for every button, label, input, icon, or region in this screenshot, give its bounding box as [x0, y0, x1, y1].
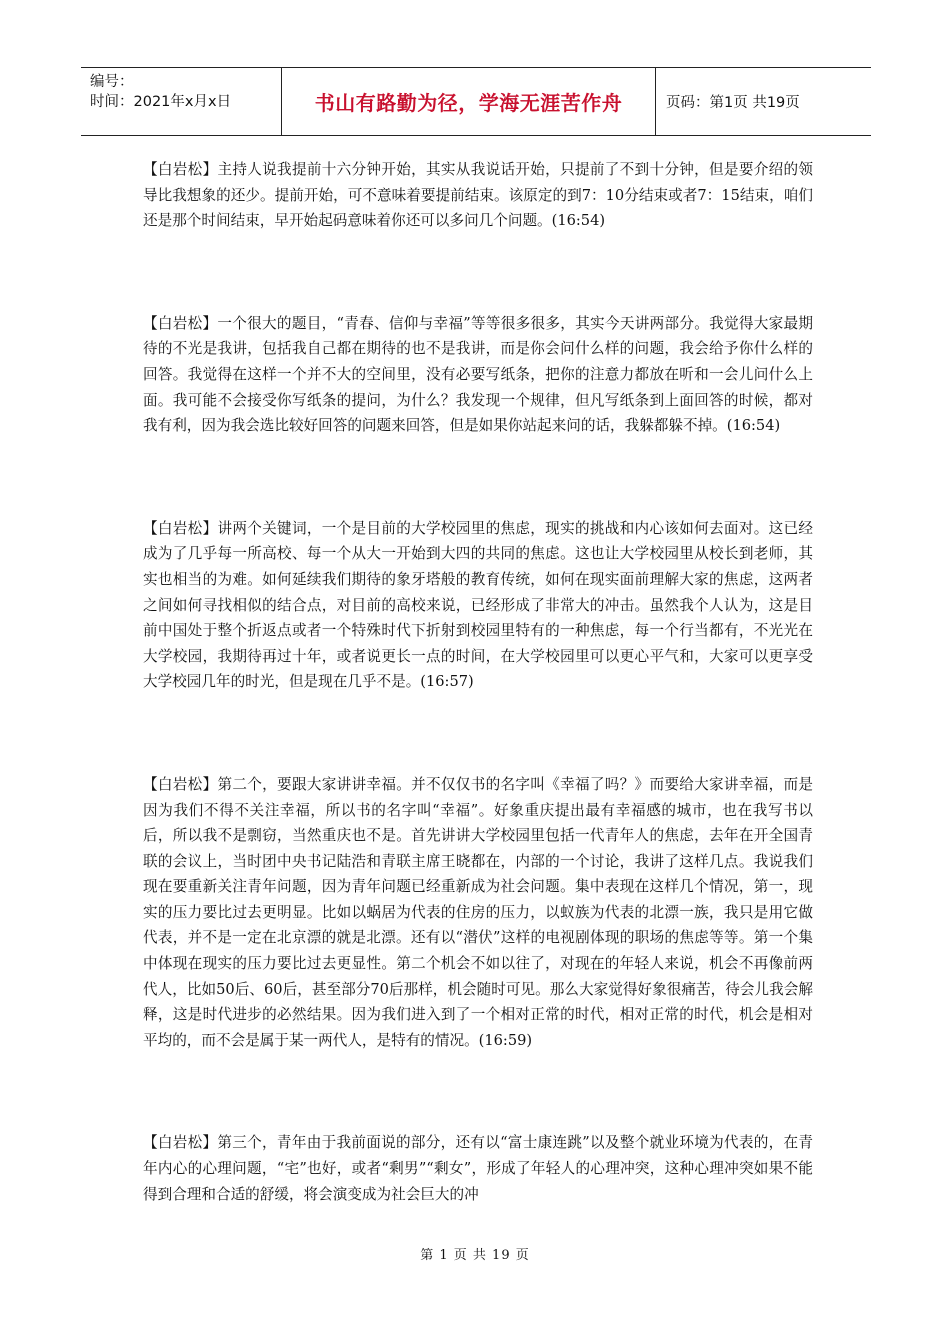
paragraph-4: 【白岩松】第二个，要跟大家讲讲幸福。并不仅仅书的名字叫《幸福了吗？》而要给大家讲幸福，而是因为我们不得不关注幸福，所以书的名字叫“幸福”。好象重庆提出最有幸福感的城市，也在我写书以后，所以我不是剽窃，当然重庆也不是。首先讲讲大学校园里包括一代青年人的焦虑，去年在开全国青联的会议上，当时团中央书记陆浩和青联主席王晓都在，内部的一个讨论，我讲了这样几点。我说我们现在要重新关注青年问题，因为青年问题已经重新成为社会问题。集中表现在这样几个情况，第一，现实的压力要比过去更明显。比如以蜗居为代表的住房的压力，以蚁族为代表的北漂一族，我只是用它做代表，并不是一定在北京漂的就是北漂。还有以“潜伏”这样的电视剧体现的职场的焦虑等等。第一个集中体现在现实的压力要比过去更显性。第二个机会不如以往了，对现在的年轻人来说，机会不再像前两代人，比如50后、60后，甚至部分70后那样，机会随时可见。那么大家觉得好象很痛苦，待会儿我会解释，这是时代进步的必然结果。因为我们进入到了一个相对正常的时代，相对正常的时代，机会是相对平均的，而不会是属于某一两代人，是特有的情况。(16:59) [143, 775, 813, 1049]
document-header [81, 67, 871, 136]
date-label: 时间：2021年x月x日 [90, 94, 232, 110]
header-page-cell [656, 68, 871, 135]
document-body [143, 157, 813, 1284]
paragraph-3: 【白岩松】讲两个关键词，一个是目前的大学校园里的焦虑，现实的挑战和内心该如何去面对。这已经成为了几乎每一所高校、每一个从大一开始到大四的共同的焦虑。这也让大学校园里从校长到老师，其实也相当的为难。如何延续我们期待的象牙塔般的教育传统，如何在现实面前理解大家的焦虑，这两者之间如何寻找相似的结合点，对目前的高校来说，已经形成了非常大的冲击。虽然我个人认为，这是目前中国处于整个折返点或者一个特殊时代下折射到校园里特有的一种焦虑，每一个行当都有，不光光在大学校园，我期待再过十年，或者说更长一点的时间，在大学校园里可以更心平气和，大家可以更享受大学校园几年的时光，但是现在几乎不是。(16:57) [143, 519, 813, 691]
header-motto-cell [282, 68, 656, 135]
serial-number-label: 编号： [90, 74, 134, 90]
motto-text: 书山有路勤为径，学海无涯苦作舟 [314, 91, 623, 115]
paragraph-5: 【白岩松】第三个，青年由于我前面说的部分，还有以“富士康连跳”以及整个就业环境为代表的，在青年内心的心理问题，“宅”也好，或者“剩男”“剩女”，形成了年轻人的心理冲突，这种心理冲突如果不能得到合理和合适的舒缓，将会演变成为社会巨大的冲 [143, 1134, 813, 1203]
page-info: 页码：第1页 共19页 [666, 95, 800, 111]
page-footer [0, 1244, 950, 1263]
header-meta-cell [81, 68, 282, 135]
footer-page-number: 第 1 页 共 19 页 [420, 1248, 530, 1263]
paragraph-2: 【白岩松】一个很大的题目，“青春、信仰与幸福”等等很多很多，其实今天讲两部分。我觉得大家最期待的不光是我讲，包括我自己都在期待的也不是我讲，而是你会问什么样的问题，我会给予你什么样的回答。我觉得在这样一个并不大的空间里，没有必要写纸条，把你的注意力都放在听和一会儿问什么上面。我可能不会接受你写纸条的提问，为什么？我发现一个规律，但凡写纸条到上面回答的时候，都对我有利，因为我会选比较好回答的问题来回答，但是如果你站起来问的话，我躲都躲不掉。(16:54) [143, 314, 813, 435]
paragraph-1: 【白岩松】主持人说我提前十六分钟开始，其实从我说话开始，只提前了不到十分钟，但是要介绍的领导比我想象的还少。提前开始，可不意味着要提前结束。该原定的到7：10分结束或者7：15结束，咱们还是那个时间结束，早开始起码意味着你还可以多问几个问题。(16:54) [143, 161, 813, 230]
